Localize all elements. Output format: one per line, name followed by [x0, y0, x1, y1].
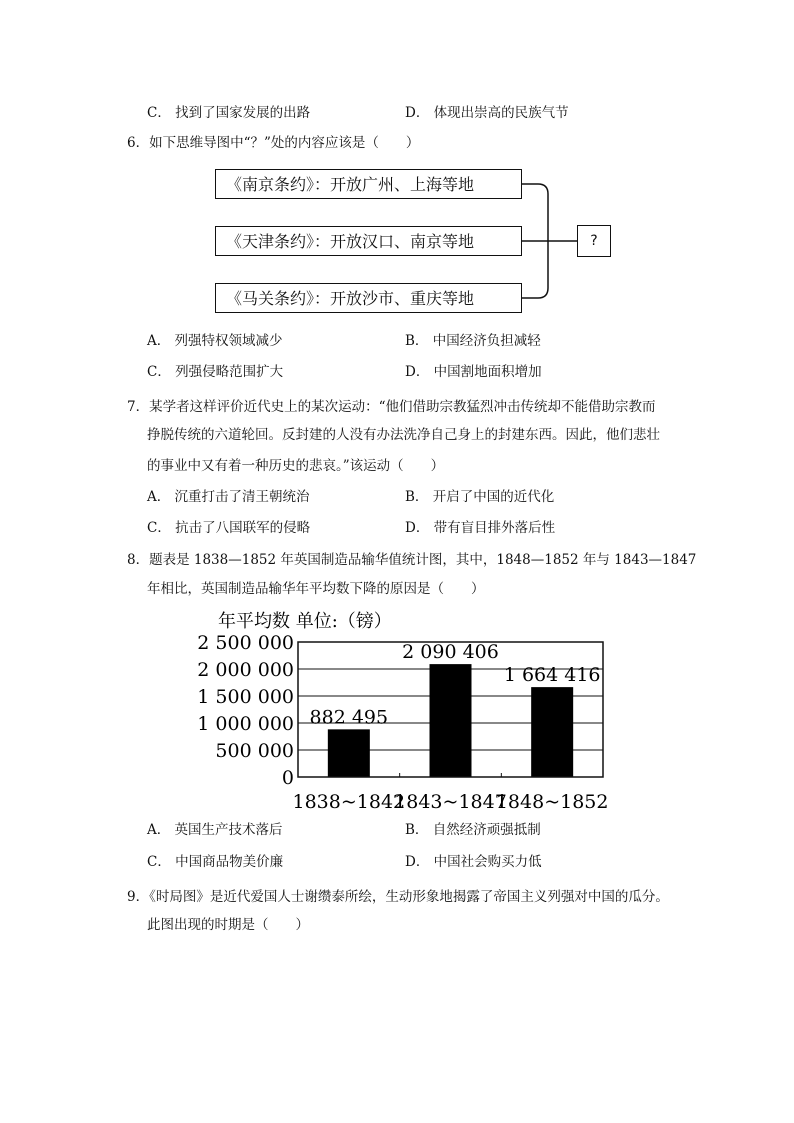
x-tick-label: 1848~1852	[495, 791, 609, 813]
q8-option-b: B． 自然经济顽强抵制	[405, 822, 541, 838]
q6-option-b: B． 中国经济负担减轻	[405, 333, 541, 349]
y-tick-label: 2 000 000	[197, 659, 294, 681]
bar-value-label: 882 495	[309, 706, 389, 729]
mind-map-box-maguan: 《马关条约》：开放沙市、重庆等地	[215, 283, 522, 313]
q8-stem-line1: 8．题表是 1838—1852 年英国制造品输华值统计图，其中，1848—1852 年与 1843—1847	[127, 552, 697, 568]
q8-option-d: D． 中国社会购买力低	[405, 854, 542, 870]
mind-map-question-box: ?	[577, 225, 611, 257]
q7-option-d: D． 带有盲目排外落后性	[405, 520, 556, 536]
bar	[430, 664, 472, 777]
q7-option-a: A． 沉重打击了清王朝统治	[147, 489, 310, 505]
q8-option-c: C． 中国商品物美价廉	[147, 854, 284, 870]
q7-option-c: C． 抗击了八国联军的侵略	[147, 520, 311, 536]
q7-option-b: B． 开启了中国的近代化	[405, 489, 555, 505]
q8-stem-line2: 年相比，英国制造品输华年平均数下降的原因是（ ）	[147, 581, 485, 597]
y-tick-label: 500 000	[215, 740, 294, 762]
q6-option-a: A． 列强特权领域减少	[147, 333, 283, 349]
bar-value-label: 2 090 406	[402, 641, 499, 664]
y-tick-label: 0	[281, 767, 294, 789]
q9-stem-line2: 此图出现的时期是（ ）	[147, 917, 309, 933]
q9-stem-line1: 9．《时局图》是近代爱国人士谢缵泰所绘，生动形象地揭露了帝国主义列强对中国的瓜分。	[127, 889, 669, 905]
bar	[531, 687, 573, 777]
bar-value-label: 1 664 416	[503, 664, 601, 687]
x-tick-label: 1838~1842	[292, 791, 406, 813]
bar	[328, 729, 370, 777]
q5-option-c: C． 找到了国家发展的出路	[147, 105, 311, 121]
q6-option-c: C． 列强侵略范围扩大	[147, 364, 284, 380]
q6-option-d: D． 中国割地面积增加	[405, 364, 542, 380]
mind-map-box-nanjing: 《南京条约》：开放广州、上海等地	[215, 169, 522, 199]
q5-option-d: D． 体现出崇高的民族气节	[405, 105, 569, 121]
y-tick-label: 1 500 000	[197, 686, 294, 708]
y-tick-label: 1 000 000	[197, 713, 294, 735]
y-tick-label: 2 500 000	[197, 632, 294, 654]
mind-map-box-tianjin: 《天津条约》：开放汉口、南京等地	[215, 226, 522, 256]
x-tick-label: 1843~1847	[394, 791, 507, 813]
q6-stem: 6．如下思维导图中“？”处的内容应该是（ ）	[127, 135, 420, 151]
q7-stem-line3: 的事业中又有着一种历史的悲哀。”该运动（ ）	[147, 458, 445, 474]
chart-title: 年平均数 单位:（镑）	[218, 611, 392, 632]
q8-option-a: A． 英国生产技术落后	[147, 822, 283, 838]
q7-stem-line1: 7．某学者这样评价近代史上的某次运动：“他们借助宗教猛烈冲击传统却不能借助宗教而	[127, 399, 656, 415]
q7-stem-line2: 挣脱传统的六道轮回。反封建的人没有办法洗净自己身上的封建东西。因此，他们悲壮	[147, 427, 660, 443]
